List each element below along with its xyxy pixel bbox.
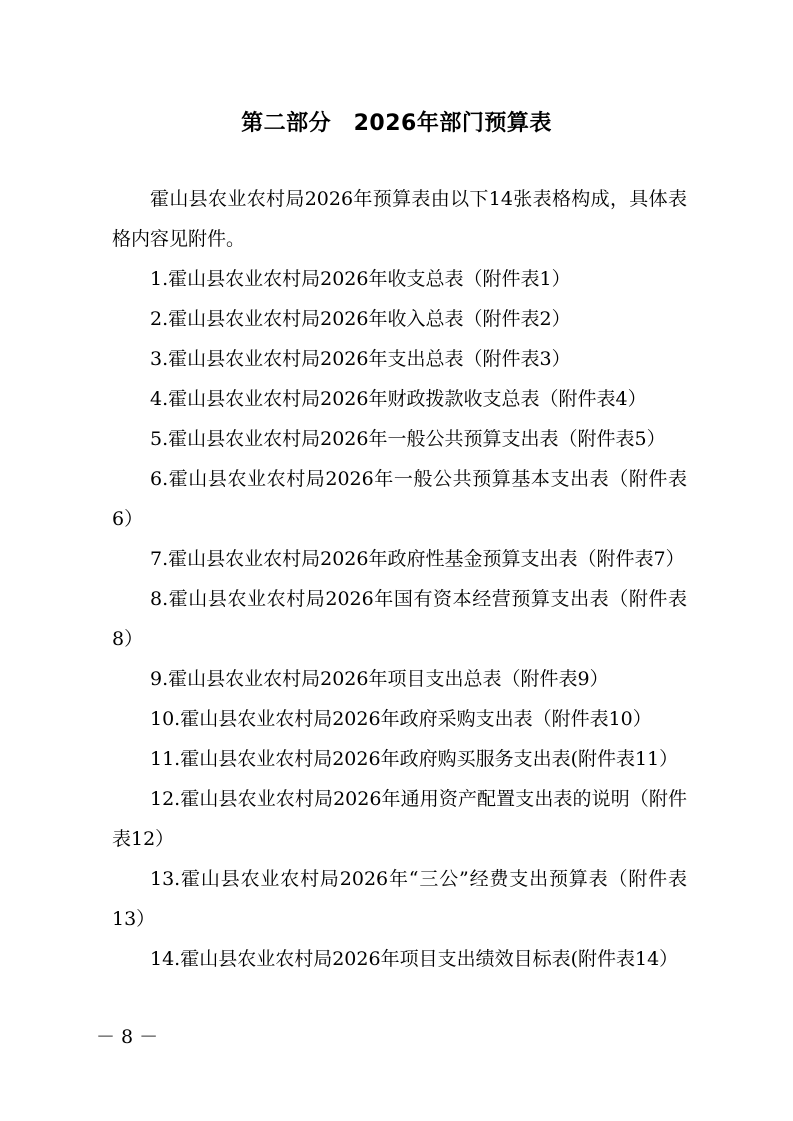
page-title: 第二部分 2026年部门预算表 [241, 111, 552, 136]
list-item: 12.霍山县农业农村局2026年通用资产配置支出表的说明（附件表12） [112, 788, 687, 850]
list-item: 1.霍山县农业农村局2026年收支总表（附件表1） [150, 268, 571, 290]
list-item: 13.霍山县农业农村局2026年“三公”经费支出预算表（附件表13） [112, 868, 687, 930]
list-item: 3.霍山县农业农村局2026年支出总表（附件表3） [150, 348, 571, 370]
intro-paragraph: 霍山县农业农村局2026年预算表由以下14张表格构成，具体表格内容见附件。 [112, 188, 687, 250]
list-item: 2.霍山县农业农村局2026年收入总表（附件表2） [150, 308, 571, 330]
list-item: 4.霍山县农业农村局2026年财政拨款收支总表（附件表4） [150, 388, 647, 410]
list-item: 5.霍山县农业农村局2026年一般公共预算支出表（附件表5） [150, 428, 666, 450]
list-item: 11.霍山县农业农村局2026年政府购买服务支出表(附件表11） [150, 748, 679, 770]
list-item: 8.霍山县农业农村局2026年国有资本经营预算支出表（附件表8） [112, 588, 687, 650]
list-item: 10.霍山县农业农村局2026年政府采购支出表（附件表10） [150, 708, 652, 730]
list-item: 6.霍山县农业农村局2026年一般公共预算基本支出表（附件表6） [112, 468, 687, 530]
list-item: 9.霍山县农业农村局2026年项目支出总表（附件表9） [150, 668, 609, 690]
list-item: 7.霍山县农业农村局2026年政府性基金预算支出表（附件表7） [150, 548, 685, 570]
table-list [112, 259, 687, 979]
page-number: － 8 － [96, 1026, 159, 1048]
list-item: 14.霍山县农业农村局2026年项目支出绩效目标表(附件表14） [150, 948, 679, 970]
